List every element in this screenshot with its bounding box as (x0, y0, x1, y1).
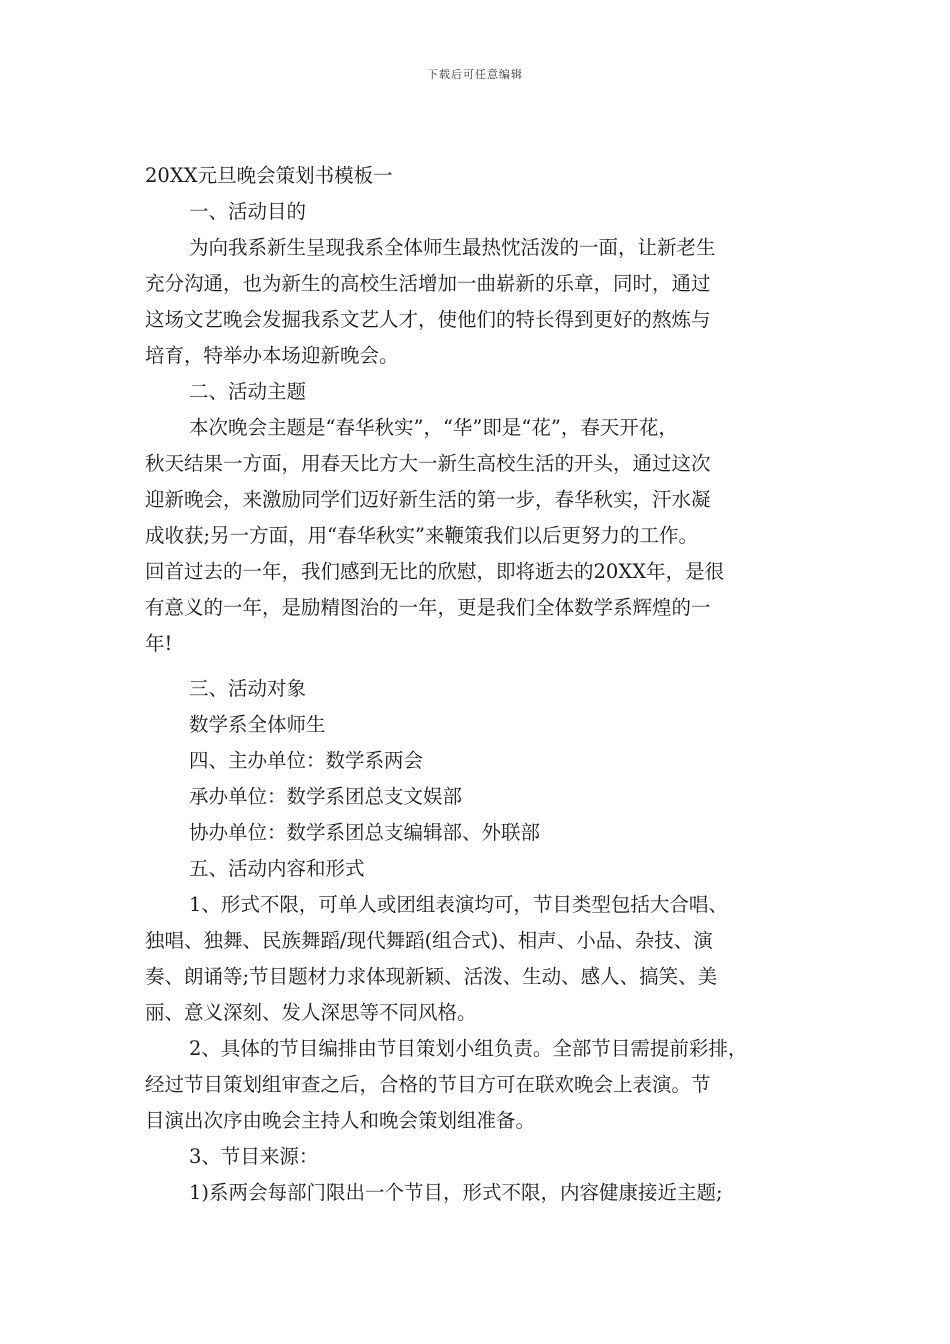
paragraph-line: 年! (145, 632, 173, 655)
paragraph-line: 丽、意义深刻、发人深思等不同风格。 (145, 1001, 477, 1024)
paragraph-line: 目演出次序由晚会主持人和晚会策划组准备。 (145, 1109, 536, 1132)
paragraph-line: 2、具体的节目编排由节目策划小组负责。全部节目需提前彩排， (189, 1037, 748, 1060)
header-note: 下载后可任意编辑 (427, 68, 523, 81)
section-heading: 四、主办单位：数学系两会 (189, 749, 424, 772)
paragraph-line: 为向我系新生呈现我系全体师生最热忱活泼的一面，让新老生 (189, 236, 716, 259)
paragraph-line: 独唱、独舞、民族舞蹈/现代舞蹈(组合式)、相声、小品、杂技、演 (145, 929, 713, 952)
paragraph-line: 有意义的一年，是励精图治的一年，更是我们全体数学系辉煌的一 (145, 596, 711, 619)
paragraph-line: 培育，特举办本场迎新晚会。 (145, 344, 399, 367)
paragraph-line: 数学系全体师生 (189, 713, 326, 736)
paragraph-line: 承办单位：数学系团总支文娱部 (189, 785, 463, 808)
section-heading: 一、活动目的 (189, 200, 307, 223)
paragraph-line: 1、形式不限，可单人或团组表演均可，节目类型包括大合唱、 (189, 893, 728, 916)
paragraph-line: 迎新晚会，来激励同学们迈好新生活的第一步，春华秋实，汗水凝 (145, 488, 711, 511)
paragraph-line: 3、节目来源： (189, 1145, 319, 1168)
section-heading: 五、活动内容和形式 (189, 857, 365, 880)
paragraph-line: 这场文艺晚会发掘我系文艺人才，使他们的特长得到更好的熬炼与 (145, 308, 711, 331)
paragraph-line: 回首过去的一年，我们感到无比的欣慰，即将逝去的20XX年，是很 (145, 560, 725, 583)
paragraph-line: 本次晚会主题是“春华秋实”，“华”即是“花”，春天开花， (189, 416, 678, 439)
paragraph-line: 秋天结果一方面，用春天比方大一新生高校生活的开头，通过这次 (145, 452, 711, 475)
paragraph-line: 1)系两会每部门限出一个节目，形式不限，内容健康接近主题; (189, 1181, 723, 1204)
section-heading: 二、活动主题 (189, 380, 307, 403)
section-heading: 三、活动对象 (189, 677, 307, 700)
spacer (145, 662, 810, 671)
document-title: 20XX元旦晚会策划书模板一 (145, 164, 393, 187)
document-body (145, 158, 810, 1211)
paragraph-line: 经过节目策划组审查之后，合格的节目方可在联欢晚会上表演。节 (145, 1073, 711, 1096)
paragraph-line: 协办单位：数学系团总支编辑部、外联部 (189, 821, 541, 844)
paragraph-line: 奏、朗诵等;节目题材力求体现新颖、活泼、生动、感人、搞笑、美 (145, 965, 718, 988)
paragraph-line: 成收获;另一方面，用“春华秋实”来鞭策我们以后更努力的工作。 (145, 524, 699, 547)
paragraph-line: 充分沟通，也为新生的高校生活增加一曲崭新的乐章，同时，通过 (145, 272, 711, 295)
